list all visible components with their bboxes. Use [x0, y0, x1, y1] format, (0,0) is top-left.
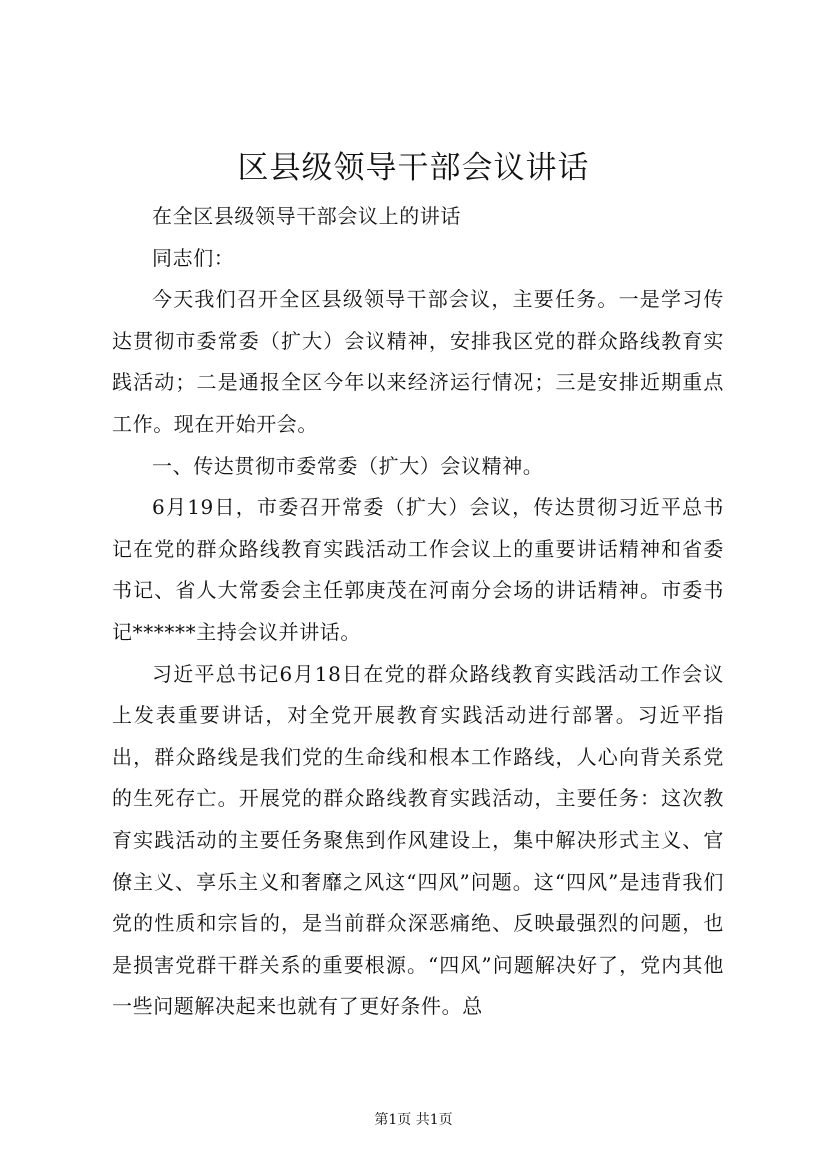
document-body [112, 196, 724, 1028]
salutation: 同志们： [152, 245, 235, 270]
paragraph-meeting: 6月19日，市委召开常委（扩大）会议，传达贯彻习近平总书记在党的群众路线教育实践活动工作会议上的重要讲话精神和省委书记、省人大常委会主任郭庚茂在河南分会场的讲话精神。市委书记******主持会议并讲话。 [112, 495, 724, 644]
document-title: 区县级领导干部会议讲话 [237, 150, 590, 186]
paragraph-intro: 今天我们召开全区县级领导干部会议，主要任务。一是学习传达贯彻市委常委（扩大）会议精神，安排我区党的群众路线教育实践活动；二是通报全区今年以来经济运行情况；三是安排近期重点工作。现在开始开会。 [112, 287, 724, 436]
speech-subtitle: 在全区县级领导干部会议上的讲话 [152, 204, 461, 228]
page-footer: 第1页 共1页 [374, 1112, 453, 1128]
paragraph-speech-summary: 习近平总书记6月18日在党的群众路线教育实践活动工作会议上发表重要讲话，对全党开展教育实践活动进行部署。习近平指出，群众路线是我们党的生命线和根本工作路线，人心向背关系党的生死存亡。开展党的群众路线教育实践活动，主要任务：这次教育实践活动的主要任务聚焦到作风建设上，集中解决形式主义、官僚主义、享乐主义和奢靡之风这“四风”问题。这“四风”是违背我们党的性质和宗旨的，是当前群众深恶痛绝、反映最强烈的问题，也是损害党群干群关系的重要根源。“四风”问题解决好了，党内其他一些问题解决起来也就有了更好条件。总 [112, 661, 724, 1019]
section-heading-1: 一、传达贯彻市委常委（扩大）会议精神。 [152, 453, 544, 478]
